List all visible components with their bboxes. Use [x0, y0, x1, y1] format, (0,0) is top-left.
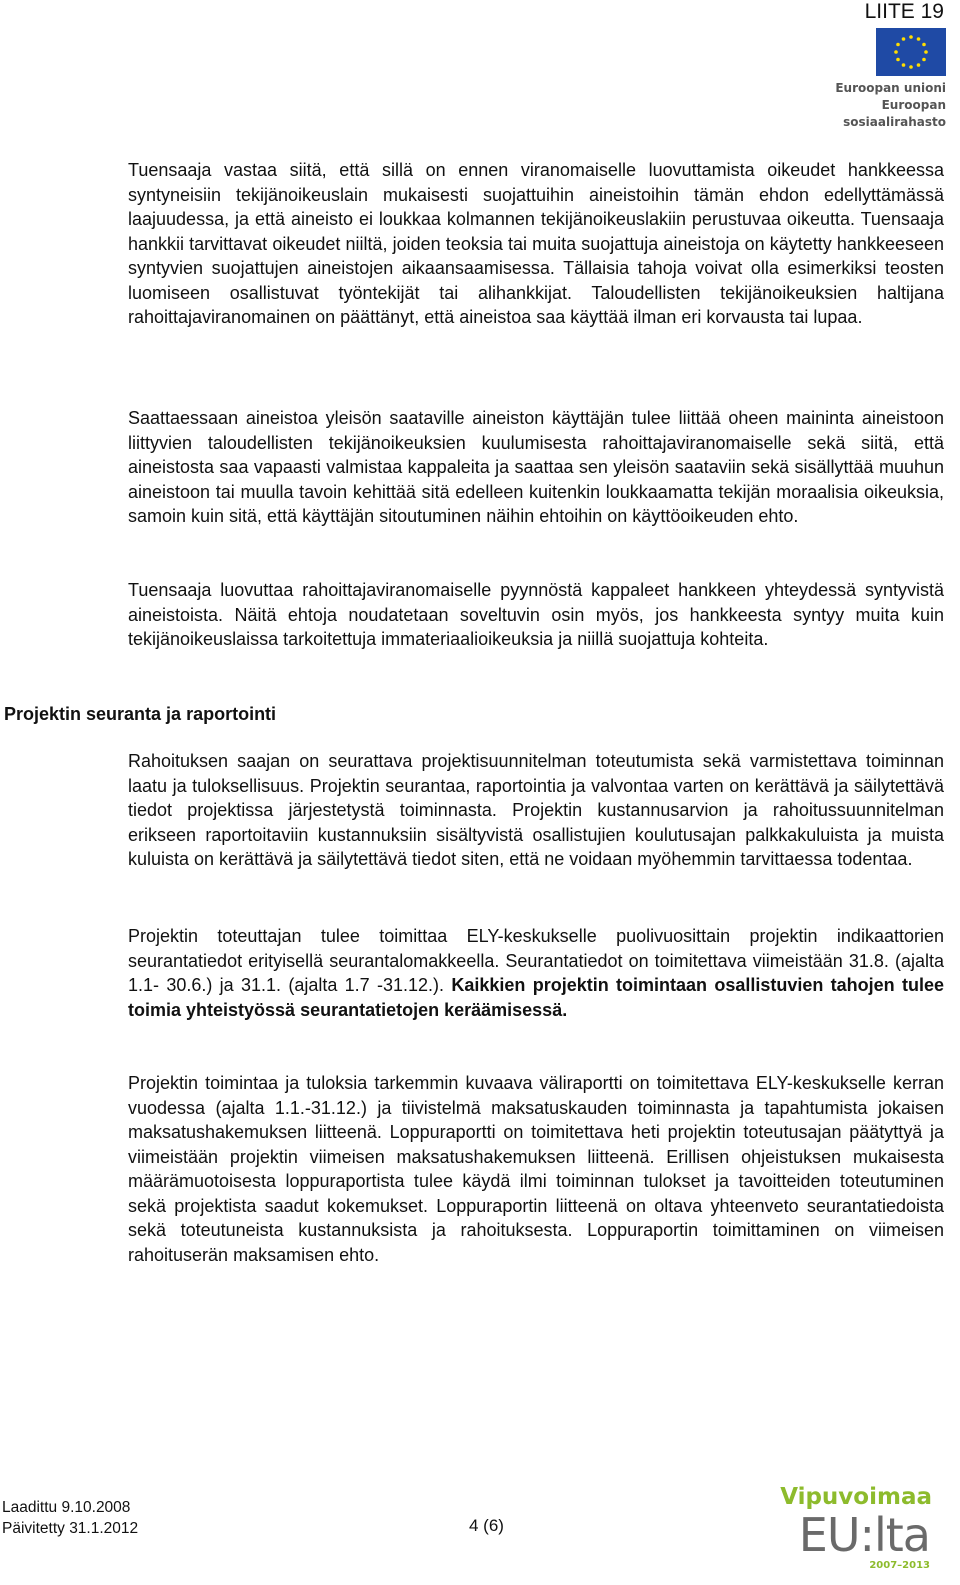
eu-logo-text	[791, 80, 946, 131]
eu-logo	[791, 28, 946, 129]
eu-logo-line2: Euroopan sosiaalirahasto	[843, 98, 946, 129]
vipuvoimaa-title: Vipuvoimaa	[780, 1484, 932, 1510]
eu-logo-line1: Euroopan unioni	[835, 81, 946, 95]
paragraph-6-block	[128, 1071, 944, 1267]
appendix-label: LIITE 19	[864, 0, 944, 23]
paragraph-publication: Saattaessaan aineistoa yleisön saataville aineiston käyttäjän tulee liittää oheen maininta aineistoon liittyvien taloudellisten tekijänoikeuksien kuulumisesta rahoittajaviranomaiselle sekä siitä, että aineistosta saa vapaasti valmistaa kappaleita ja saattaa sen yleisön saataviin sekä sisällyttää muuhun aineistoon tai muulla tavoin kehittää sitä edelleen kuitenkin loukkaamatta tekijän moraalisia oikeuksia, samoin kuin sitä, että käyttäjän sitoutuminen näihin ehtoihin on käyttöoikeuden ehto.	[128, 408, 944, 526]
paragraph-4-block	[128, 749, 944, 872]
footer-updated: Päivitetty 31.1.2012	[2, 1520, 139, 1537]
paragraph-5-block	[128, 924, 944, 1022]
eu-star	[909, 35, 913, 39]
eu-star	[924, 50, 928, 54]
eu-star	[922, 43, 926, 47]
eu-star	[902, 37, 906, 41]
paragraph-copyright: Tuensaaja vastaa siitä, että sillä on ennen viranomaiselle luovuttamista oikeudet hankkeessa syntyneisiin tekijänoikeuslain mukaisesti suojattuihin aineistoihin tämän ehdon edellyttämässä laajuudessa, ja että aineisto ei loukkaa kolmannen tekijänoikeuslakiin perustuvaa oikeutta. Tuensaaja hankkii tarvittavat oikeudet niiltä, joiden teoksia tai muita suojattuja aineistoja on käytetty hankkeeseen syntyvien suojattujen aineistojen aikaansaamisessa. Tällaisia tahoja voivat olla esimerkiksi teosten luomiseen osallistuvat työntekijät tai alihankkijat. Taloudellisten tekijänoikeuksien haltijana rahoittajaviranomainen on päättänyt, että aineistoa saa käyttää ilman eri korvausta tai lupaa.	[128, 160, 944, 327]
section-heading: Projektin seuranta ja raportointi	[4, 704, 277, 724]
paragraph-indicators	[128, 924, 944, 1022]
vipuvoimaa-logo	[766, 1484, 946, 1584]
page-number: 4 (6)	[469, 1516, 504, 1535]
eu-star	[909, 65, 913, 69]
paragraph-indicators-text: Projektin toteuttajan tulee toimittaa ELY-keskukselle puolivuosittain projektin indikaattorien seurantatiedot erityisellä seurantalomakkeella. Seurantatiedot on toimitettava viimeistään 31.8. (ajalta 1.1- 30.6.) ja 31.1. (ajalta 1.7 -31.12.).	[128, 926, 944, 995]
paragraph-2-block	[128, 406, 944, 529]
paragraph-reports: Projektin toimintaa ja tuloksia tarkemmin kuvaava väliraportti on toimitettava ELY-keskukselle kerran vuodessa (ajalta 1.1.-31.12.) ja tiivistelmä maksatuskauden toiminnasta ja tapahtumista jokaisen maksatushakemuksen liitteenä. Loppuraportti on toimitettava heti projektin toteutusajan päätyttyä ja viimeistään projektin viimeisen maksatushakemuksen liitteenä. Erillisen ohjeistuksen mukaisesta määrämuotoisesta loppuraportista tulee käydä ilmi toiminnan tulokset ja tavoitteiden toteutuminen sekä projektista saadut kokemukset. Loppuraportin liitteenä on oltava yhteenveto seurantatiedoista sekä toteutuneista kustannuksista ja rahoituksesta. Loppuraportin toimittaminen on viimeisen rahoituserän maksamisen ehto.	[128, 1073, 944, 1265]
vipuvoimaa-brand: EU:lta	[798, 1508, 930, 1562]
paragraph-1-block	[128, 158, 944, 330]
paragraph-indicators-bold: Kaikkien projektin toimintaan osallistuvien tahojen tulee toimia yhteistyössä seurantatietojen keräämisessä.	[128, 975, 944, 1020]
eu-star	[917, 63, 921, 67]
eu-flag-icon	[876, 28, 946, 76]
eu-star	[896, 43, 900, 47]
eu-star	[917, 37, 921, 41]
eu-star	[896, 58, 900, 62]
paragraph-monitoring: Rahoituksen saajan on seurattava projektisuunnitelman toteutumista sekä varmistettava toiminnan laatu ja tuloksellisuus. Projektin seurantaa, raportointia ja valvontaa varten on kerättävä ja säilytettävä tiedot projektissa järjestetystä toiminnasta. Projektin kustannusarvion ja rahoitussuunnitelman erikseen raportoitaviin kustannuksiin sisältyvistä osallistujien koulutusajan palkkakuluista ja muista kuluista on kerättävä ja säilytettävä tiedot siten, että ne voidaan myöhemmin tarvittaessa todentaa.	[128, 751, 944, 869]
eu-star	[922, 58, 926, 62]
eu-star	[894, 50, 898, 54]
eu-star	[902, 63, 906, 67]
paragraph-3-block	[128, 578, 944, 652]
footer-created: Laadittu 9.10.2008	[2, 1499, 131, 1516]
footer-dates	[2, 1497, 138, 1539]
vipuvoimaa-years: 2007–2013	[869, 1560, 930, 1571]
paragraph-delivery: Tuensaaja luovuttaa rahoittajaviranomaiselle pyynnöstä kappaleet hankkeen yhteydessä syntyvistä aineistoista. Näitä ehtoja noudatetaan soveltuvin osin myös, jos hankkeesta syntyy muita kuin tekijänoikeuslaissa tarkoitettuja immateriaalioikeuksia ja niillä suojattuja kohteita.	[128, 580, 944, 649]
